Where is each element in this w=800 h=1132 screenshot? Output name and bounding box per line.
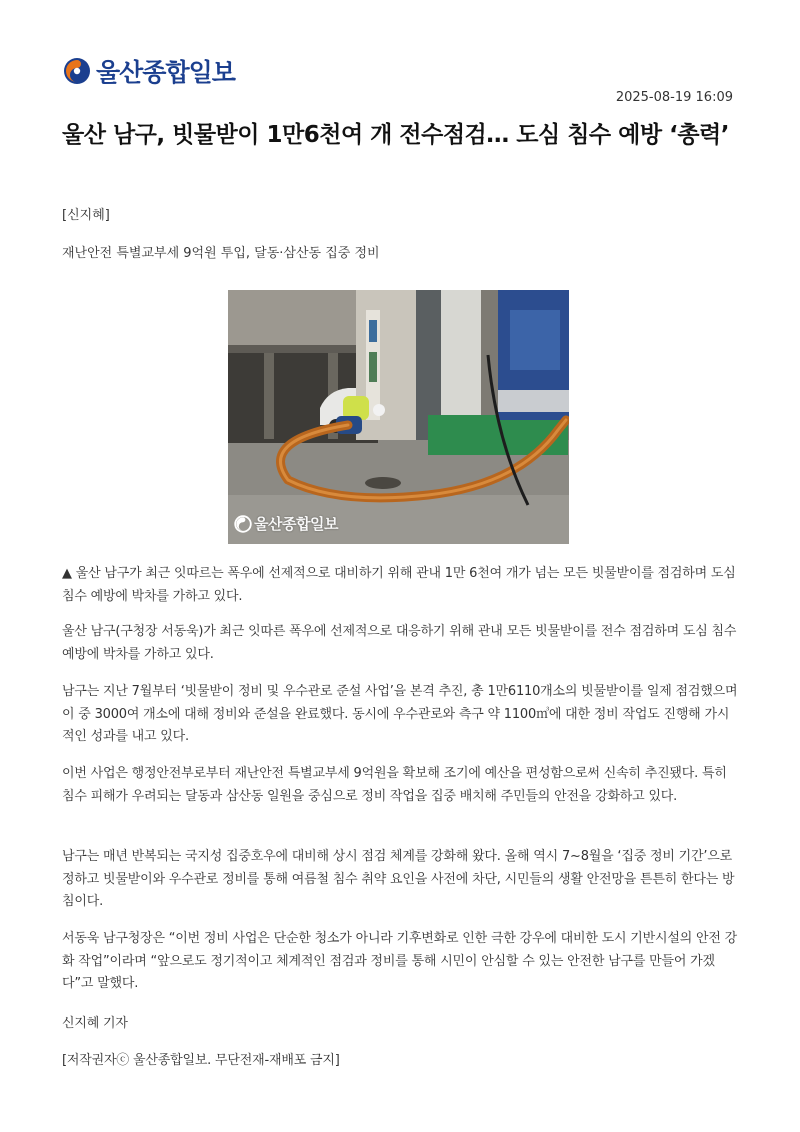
article-paragraph-5: 서동욱 남구청장은 “이번 정비 사업은 단순한 청소가 아니라 기후변화로 인한 극한 강우에 대비한 도시 기반시설의 안전 강화 작업”이라며 “앞으로도 정기적이고 체계적인 점검과 정비를 통해 시민이 안심할 수 있는 안전한 남구를 만들어 가겠다”고 말했다. <box>62 931 737 991</box>
photo-scene <box>228 290 569 544</box>
photo-caption: ▲ 울산 남구가 최근 잇따르는 폭우에 선제적으로 대비하기 위해 관내 1만 6천여 개가 넘는 모든 빗물받이를 점검하며 도심 침수 예방에 박차를 가하고 있다. <box>62 566 736 604</box>
article-paragraph-1: 울산 남구(구청장 서동욱)가 최근 잇따른 폭우에 선제적으로 대응하기 위해 관내 모든 빗물받이를 전수 점검하며 도심 침수 예방에 박차를 가하고 있다. <box>62 624 737 662</box>
article-title: 울산 남구, 빗물받이 1만6천여 개 전수점검… 도심 침수 예방 ‘총력’ <box>62 122 730 148</box>
article-subtitle: 재난안전 특별교부세 9억원 투입, 달동·삼산동 집중 정비 <box>62 246 380 261</box>
article-photo <box>228 290 569 544</box>
logo-swirl-icon <box>62 56 92 86</box>
article-paragraph-2: 남구는 지난 7월부터 ‘빗물받이 정비 및 우수관로 준설 사업’을 본격 추진, 총 1만6110개소의 빗물받이를 일제 점검했으며 이 중 3000여 개소에 대해 정비와 준설을 완료했다. 동시에 우수관로와 측구 약 1100㎥에 대한 정비 작업도 진행해 가시적인 성과를 내고 있다. <box>62 684 738 744</box>
article-paragraph-4: 남구는 매년 반복되는 국지성 집중호우에 대비해 상시 점검 체계를 강화해 왔다. 올해 역시 7~8월을 ‘집중 정비 기간’으로 정하고 빗물받이와 우수관로 정비를 통해 여름철 침수 취약 요인을 사전에 차단, 시민들의 생활 안전망을 튼튼히 한다는 방침이다. <box>62 849 735 909</box>
article-paragraph-3: 이번 사업은 행정안전부로부터 재난안전 특별교부세 9억원을 확보해 조기에 예산을 편성함으로써 신속히 추진됐다. 특히 침수 피해가 우려되는 달동과 삼산동 일원을 중심으로 정비 작업을 집중 배치해 주민들의 안전을 강화하고 있다. <box>62 766 727 804</box>
photo-watermark <box>234 513 338 534</box>
site-logo[interactable] <box>62 54 235 88</box>
article-byline: 신지혜 기자 <box>62 1016 128 1031</box>
logo-text: 울산종합일보 <box>96 58 235 87</box>
article-copyright: [저작권자ⓒ 울산종합일보. 무단전재-재배포 금지] <box>62 1053 340 1068</box>
watermark-text: 울산종합일보 <box>254 515 338 533</box>
article-date: 2025-08-19 16:09 <box>615 90 733 105</box>
watermark-swirl-icon <box>234 515 252 533</box>
reporter-tag: [신지혜] <box>62 208 110 223</box>
